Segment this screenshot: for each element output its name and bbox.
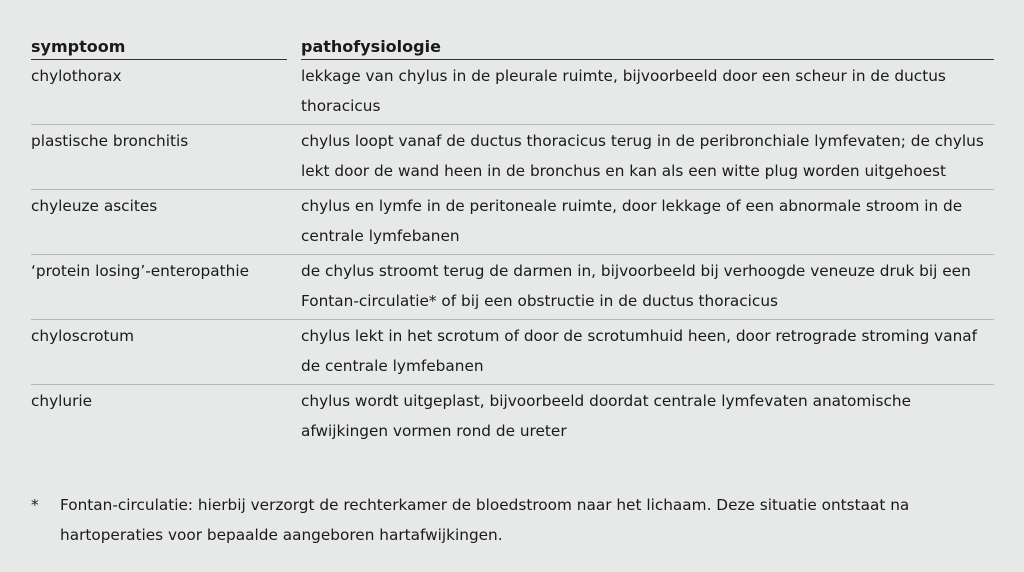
pathophysiology-cell: chylus loopt vanaf de ductus thoracicus terug in de peribronchiale lymfevaten; de chylus lekt door de wand heen in de bronchus en kan als een witte plug worden uitgehoest xyxy=(301,132,984,180)
table-row xyxy=(31,255,994,320)
symptom-cell: chylothorax xyxy=(31,67,122,85)
table-header-row xyxy=(31,33,994,60)
footnote xyxy=(31,490,994,550)
footnote-marker: * xyxy=(31,496,39,514)
pathophysiology-cell: de chylus stroomt terug de darmen in, bijvoorbeeld bij verhoogde veneuze druk bij een Fontan-circulatie* of bij een obstructie in de ductus thoracicus xyxy=(301,262,971,310)
pathophysiology-cell: chylus wordt uitgeplast, bijvoorbeeld doordat centrale lymfevaten anatomische afwijkingen vormen rond de ureter xyxy=(301,392,912,440)
pathophysiology-cell: chylus lekt in het scrotum of door de scrotumhuid heen, door retrograde stroming vanaf de centrale lymfebanen xyxy=(301,327,978,375)
symptom-cell: chyloscrotum xyxy=(31,327,135,345)
table-row xyxy=(31,125,994,190)
header-pathophysiology: pathofysiologie xyxy=(301,33,994,60)
table-row xyxy=(31,60,994,125)
symptom-cell: chyleuze ascites xyxy=(31,197,158,215)
pathophysiology-cell: chylus en lymfe in de peritoneale ruimte, door lekkage of een abnormale stroom in de centrale lymfebanen xyxy=(301,197,963,245)
header-symptom: symptoom xyxy=(31,33,287,60)
table-row xyxy=(31,385,994,449)
symptom-cell: plastische bronchitis xyxy=(31,132,189,150)
footnote-text: Fontan-circulatie: hierbij verzorgt de rechterkamer de bloedstroom naar het lichaam. Deze situatie ontstaat na hartoperaties voor bepaalde aangeboren hartafwijkingen. xyxy=(60,496,910,544)
symptom-table xyxy=(31,33,994,449)
table-row xyxy=(31,190,994,255)
pathophysiology-cell: lekkage van chylus in de pleurale ruimte, bijvoorbeeld door een scheur in de ductus thoracicus xyxy=(301,67,946,115)
table-row xyxy=(31,320,994,385)
symptom-cell: chylurie xyxy=(31,392,93,410)
symptom-cell: ‘protein losing’-enteropathie xyxy=(31,262,249,280)
